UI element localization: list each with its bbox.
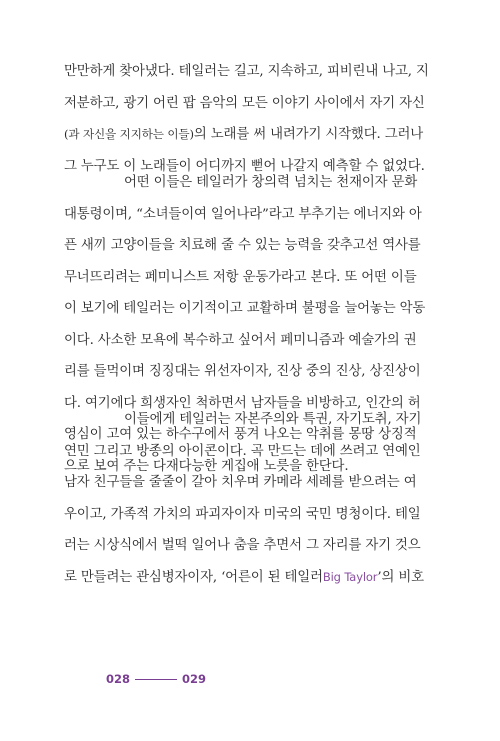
text-segment: ’의 비호 xyxy=(377,569,424,585)
text-segment: 의 노래를 써 내려가기 시작했다. 그러나 xyxy=(193,127,424,142)
text-line xyxy=(64,199,444,231)
page-numbers xyxy=(106,672,206,686)
text-line xyxy=(64,436,444,468)
paragraph xyxy=(64,404,444,593)
text-segment: 리를 들먹이며 징징대는 위선자이자, 진상 중의 진상, 상진상이 xyxy=(64,364,421,379)
text-segment: 어떤 이들은 테일러가 창의력 넘치는 천재이자 문화 xyxy=(124,175,418,190)
text-line xyxy=(64,230,444,262)
text-segment: 이들에게 테일러는 자본주의와 특권, 자기도취, 자기 xyxy=(124,412,422,427)
page-number-divider xyxy=(135,679,177,680)
text-line xyxy=(64,562,444,594)
text-line xyxy=(64,499,444,531)
left-page-number: 028 xyxy=(106,672,131,686)
text-segment: 로 만들려는 관심병자이자, ‘어른이 된 테일러 xyxy=(64,569,323,585)
text-line xyxy=(64,56,444,88)
text-line xyxy=(64,530,444,562)
text-segment: 만만하게 찾아냈다. 테일러는 길고, 지속하고, 피비린내 나고, 지 xyxy=(64,64,429,79)
text-segment: 이 보기에 테일러는 이기적이고 교활하며 불평을 늘어놓는 악동 xyxy=(64,301,426,316)
paragraph xyxy=(64,56,444,182)
text-line xyxy=(64,167,444,199)
text-segment: 으로 보여 주는 다재다능한 게집애 노릇을 한단다. xyxy=(64,458,349,474)
text-segment: 남자 친구들을 줄줄이 갈아 치우며 카메라 세례를 받으려는 여 xyxy=(64,475,417,490)
text-line xyxy=(64,293,444,325)
latin-gloss: Big Taylor xyxy=(322,569,378,584)
text-line xyxy=(64,88,444,120)
text-line xyxy=(64,262,444,294)
text-line xyxy=(64,404,444,436)
text-segment: 저분하고, 광기 어린 팝 음악의 모든 이야기 사이에서 자기 자신 xyxy=(64,95,425,111)
text-line xyxy=(64,325,444,357)
text-line xyxy=(64,119,444,151)
text-segment: 픈 새끼 고양이들을 치료해 줄 수 있는 능력을 갖추고선 역사를 xyxy=(64,238,421,253)
text-segment: 무너뜨리려는 페미니스트 저항 운동가라고 본다. 또 어떤 이들 xyxy=(64,269,417,285)
text-segment: 영심이 고여 있는 하수구에서 풍겨 나오는 악취를 몽땅 상징적 xyxy=(64,427,417,442)
text-segment: 연민 그리고 방종의 아이콘이다. 곡 만드는 데에 쓰려고 연예인 xyxy=(64,443,421,459)
text-segment: 다. 여기에다 희생자인 척하면서 남자들을 비방하고, 인간의 허 xyxy=(64,395,421,411)
right-page-number: 029 xyxy=(182,672,207,686)
text-line xyxy=(64,356,444,388)
text-segment: 이다. 사소한 모욕에 복수하고 싶어서 페미니즘과 예술가의 권 xyxy=(64,332,417,348)
text-segment: 러는 시상식에서 벌떡 일어나 춤을 추면서 그 자리를 자기 것으 xyxy=(64,538,421,553)
text-segment: (과 자신을 지지하는 이들) xyxy=(64,127,194,141)
text-line xyxy=(64,467,444,499)
text-segment: 대통령이며, “소녀들이여 일어나라”라고 부추기는 에너지와 아 xyxy=(64,206,422,222)
text-segment: 그 누구도 이 노래들이 어디까지 뻗어 나갈지 예측할 수 없었다. xyxy=(64,158,425,174)
text-segment: 우이고, 가족적 가치의 파괴자이자 미국의 국민 명청이다. 테일 xyxy=(64,506,421,522)
